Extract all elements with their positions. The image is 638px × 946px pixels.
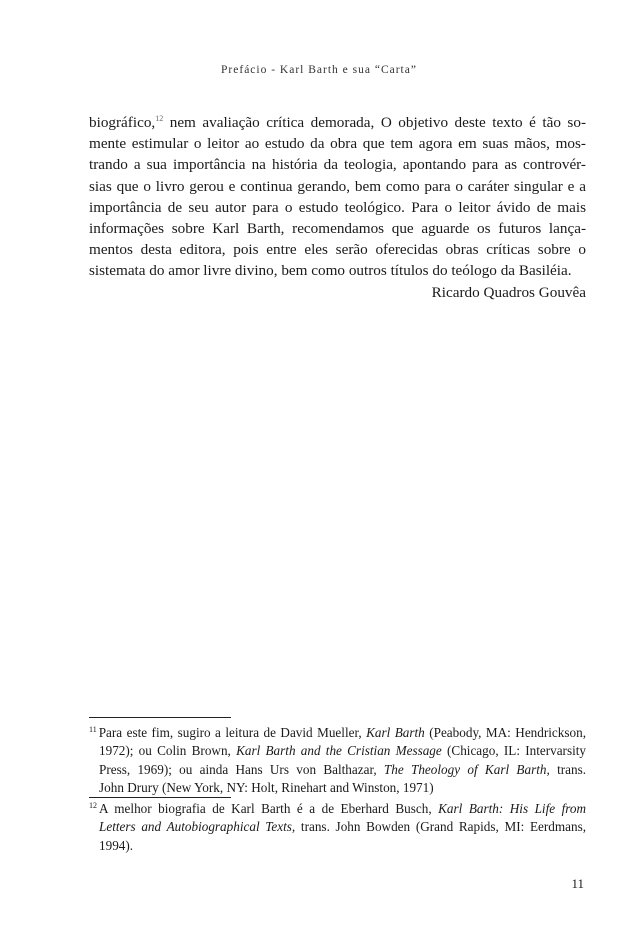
author-signature: Ricardo Quadros Gouvêa bbox=[431, 284, 586, 301]
footnote-line: John Drury (New York, NY: Holt, Rinehart and Winston, 1971) bbox=[99, 780, 434, 796]
footnote-title: Karl Barth bbox=[366, 725, 425, 740]
body-paragraph bbox=[89, 112, 586, 282]
footnote-line bbox=[89, 742, 586, 760]
footnote-text: 1972); ou Colin Brown, bbox=[99, 743, 237, 759]
footnote-title: Karl Barth and the Cristian Message bbox=[236, 743, 442, 759]
running-header: Prefácio - Karl Barth e sua “Carta” bbox=[221, 64, 417, 76]
footnote-text: trans. John Bowden (Grand Rapids, MI: Eerdmans, bbox=[295, 819, 586, 835]
footnote-divider bbox=[89, 797, 231, 798]
footnote-line bbox=[89, 800, 586, 818]
footnote-11 bbox=[89, 724, 586, 798]
footnote-title: Letters and Autobiographical Texts, bbox=[99, 819, 296, 835]
footnote-text: (Chicago, IL: Intervarsity bbox=[441, 743, 587, 759]
footnote-title: The Theology of Karl Barth, bbox=[383, 761, 550, 777]
page-number: 11 bbox=[571, 876, 584, 891]
footnote-line: 1994). bbox=[99, 837, 134, 853]
footnote-line bbox=[89, 761, 586, 779]
body-text-segment: biográfico, bbox=[89, 114, 156, 131]
footnote-text: trans. bbox=[549, 761, 586, 777]
footnote-text: Press, 1969); ou ainda Hans Urs von Balthazar, bbox=[99, 761, 384, 777]
body-line: sistemata do amor livre divino, bem como outros títulos do teólogo da Basiléia. bbox=[89, 262, 572, 280]
body-line: informações sobre Karl Barth, recomendamos que aguarde os futuros lança- bbox=[89, 220, 586, 238]
body-line: mente estimular o leitor ao estudo da obra que tem agora em suas mãos, mos- bbox=[89, 135, 586, 153]
body-text-segment: nem avaliação crítica demorada, O objetivo deste texto é tão so- bbox=[163, 114, 586, 131]
footnote-line bbox=[89, 818, 586, 836]
footnote-divider bbox=[89, 717, 231, 718]
body-line: mentos desta editora, pois entre eles serão oferecidas obras críticas sobre o bbox=[89, 241, 586, 259]
body-line: sias que o livro gerou e continua gerando, bem como para o caráter singular e a bbox=[89, 177, 586, 195]
body-line: importância de seu autor para o estudo teológico. Para o leitor ávido de mais bbox=[89, 198, 586, 216]
footnote-number: 12 bbox=[89, 801, 97, 810]
footnote-title: Karl Barth: His Life from bbox=[438, 801, 587, 816]
footnote-ref-12[interactable]: 12 bbox=[155, 114, 164, 123]
footnote-12 bbox=[89, 800, 586, 855]
footnote-line bbox=[89, 724, 586, 742]
footnote-text: A melhor biografia de Karl Barth é a de Eberhard Busch, bbox=[99, 801, 439, 816]
footnote-text: (Peabody, MA: Hendrickson, bbox=[424, 725, 586, 740]
body-line: trando a sua importância na história da teologia, apontando para as controvér- bbox=[89, 156, 586, 174]
body-line bbox=[89, 112, 586, 133]
footnote-number: 11 bbox=[89, 725, 97, 734]
footnote-text: Para este fim, sugiro a leitura de David Mueller, bbox=[98, 725, 367, 740]
